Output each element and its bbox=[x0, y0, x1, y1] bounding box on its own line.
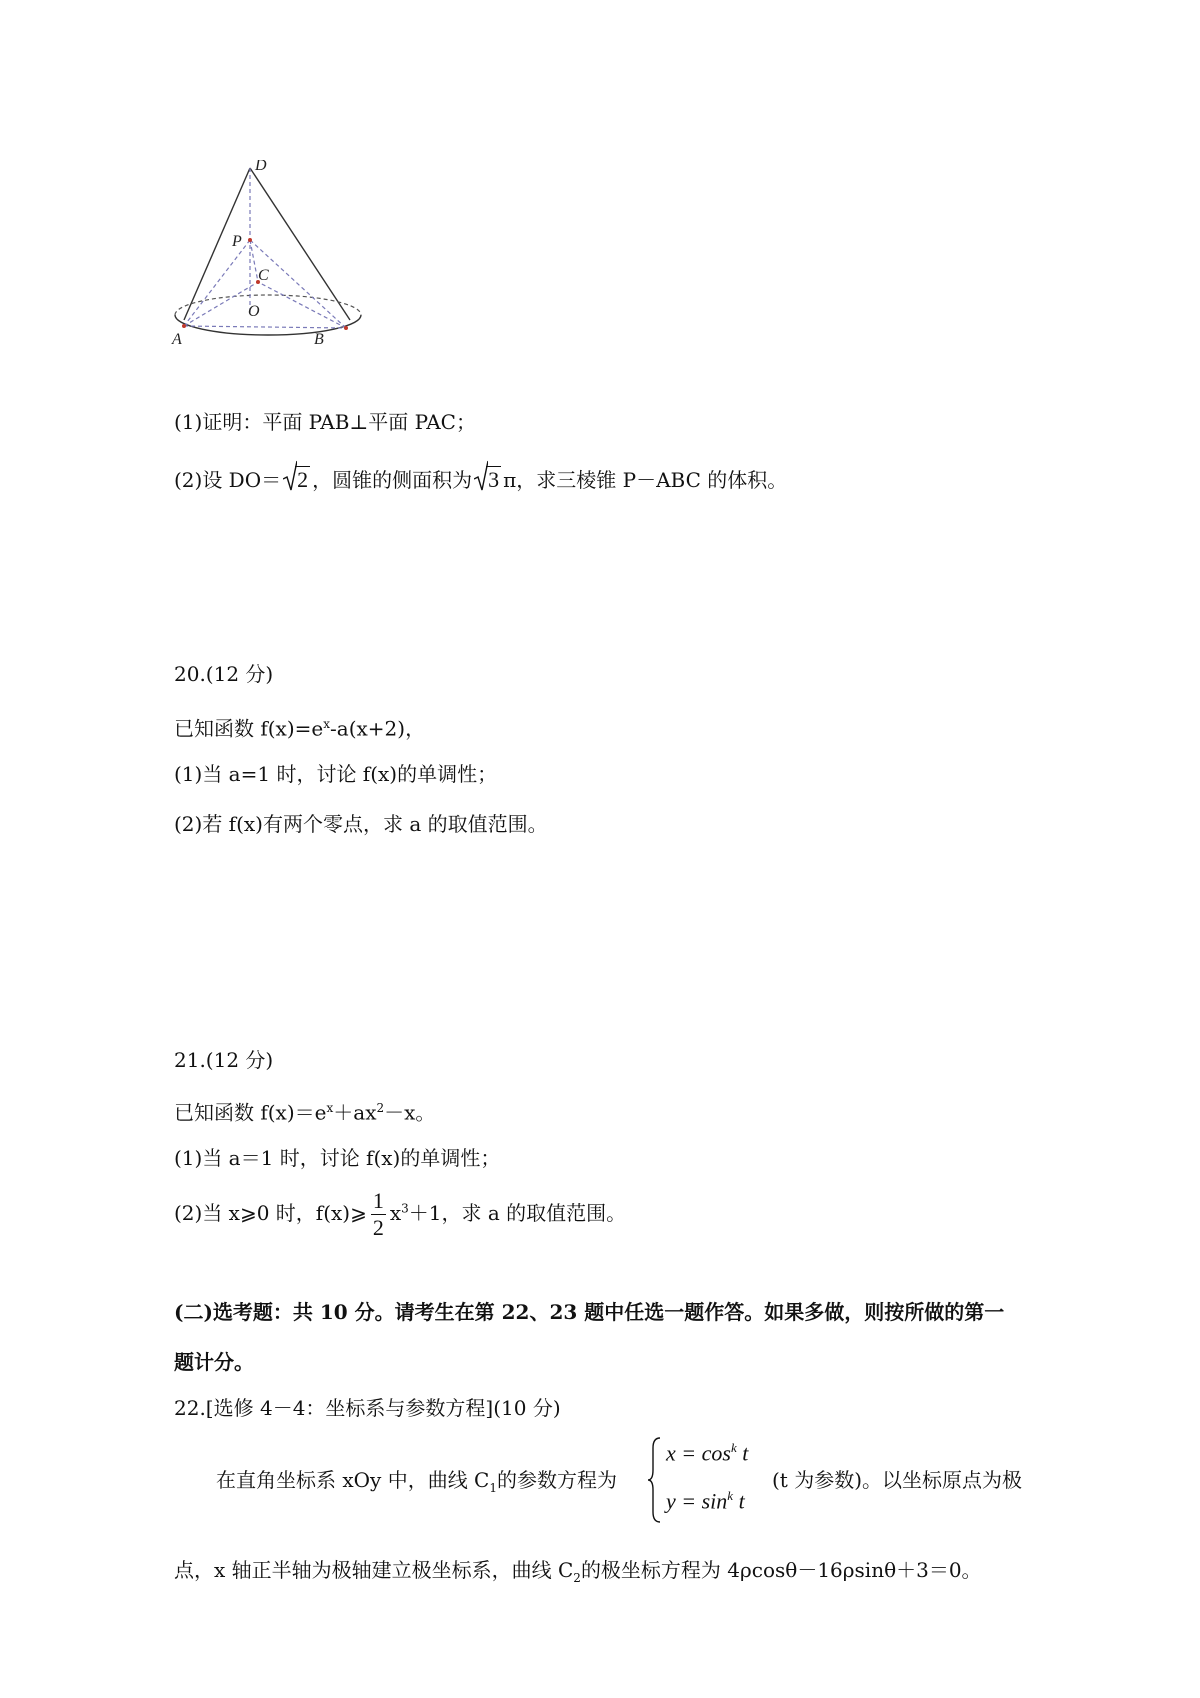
q20-part2: (2)若 f(x)有两个零点，求 a 的取值范围。 bbox=[174, 812, 548, 836]
label-O: O bbox=[248, 303, 260, 320]
cone-edge-right bbox=[250, 168, 350, 320]
edge-PB bbox=[250, 240, 346, 328]
sqrt-2: 2 bbox=[283, 466, 310, 494]
label-D: D bbox=[255, 160, 267, 174]
q20-header: 20.(12 分) bbox=[174, 662, 274, 686]
section2-line1: (二)选考题：共 10 分。请考生在第 22、23 题中任选一题作答。如果多做，则按所做的第一 bbox=[174, 1300, 1005, 1324]
point-B bbox=[344, 326, 348, 330]
q22-header: 22.[选修 4－4：坐标系与参数方程](10 分) bbox=[174, 1396, 561, 1420]
left-brace-icon bbox=[648, 1436, 662, 1524]
radical-sign-icon bbox=[283, 460, 297, 492]
q22-line1-prefix: 在直角坐标系 xOy 中，曲线 $C_1$的参数方程为 bbox=[216, 1468, 617, 1495]
q22-line1-suffix: (t 为参数)。以坐标原点为极 bbox=[772, 1468, 1022, 1492]
q22-line2: 点，x 轴正半轴为极轴建立极坐标系，曲线 $C_2$的极坐标方程为 4ρcosθ－16ρsinθ＋3＝0。 bbox=[174, 1558, 982, 1585]
q21-part2: (2)当 x⩾0 时，f(x)⩾ $\frac{1}{2}$ $x^3+1$，求 a 的取值范围。 bbox=[174, 1188, 627, 1240]
q19-part2-suffix: π，求三棱锥 P－ABC 的体积。 bbox=[503, 468, 788, 492]
edge-AC bbox=[184, 282, 258, 326]
q21-stem: 已知函数 $f(x)=e^x+ax^2-x$。 bbox=[174, 1100, 436, 1125]
label-A: A bbox=[172, 331, 182, 348]
equation-x: $x = \cos^k t$ bbox=[666, 1440, 749, 1466]
edge-PA bbox=[184, 240, 250, 326]
q21-part1: (1)当 a＝1 时，讨论 f(x)的单调性； bbox=[174, 1146, 501, 1170]
q20-stem: 已知函数 $f(x)=e^x-a(x+2)$， bbox=[174, 716, 426, 741]
sqrt-3: 3 bbox=[474, 466, 501, 494]
label-C: C bbox=[258, 267, 269, 284]
fraction-one-half: $\frac{1}{2}$ bbox=[372, 1188, 384, 1240]
base-back-arc bbox=[175, 295, 361, 315]
q20-part1: (1)当 a=1 时，讨论 f(x)的单调性； bbox=[174, 762, 498, 786]
q19-part2-prefix: (2)设 DO＝ bbox=[174, 468, 282, 492]
radical-sign-icon bbox=[474, 460, 488, 492]
label-B: B bbox=[314, 331, 324, 348]
point-A bbox=[182, 324, 186, 328]
cone-figure bbox=[170, 160, 370, 380]
q19-part1: (1)证明：平面 PAB⊥平面 PAC； bbox=[174, 410, 476, 434]
section2-line2: 题计分。 bbox=[174, 1350, 254, 1374]
q19-part2 bbox=[174, 466, 787, 494]
q19-part2-mid: ，圆锥的侧面积为 bbox=[312, 468, 473, 492]
equation-y: $y = \sin^k t$ bbox=[666, 1488, 745, 1514]
q21-header: 21.(12 分) bbox=[174, 1048, 274, 1072]
edge-AB bbox=[184, 326, 346, 328]
parametric-system bbox=[648, 1436, 768, 1526]
label-P: P bbox=[232, 233, 242, 250]
base-front-arc bbox=[175, 315, 361, 335]
edge-BC bbox=[258, 282, 346, 328]
point-P bbox=[248, 238, 252, 242]
